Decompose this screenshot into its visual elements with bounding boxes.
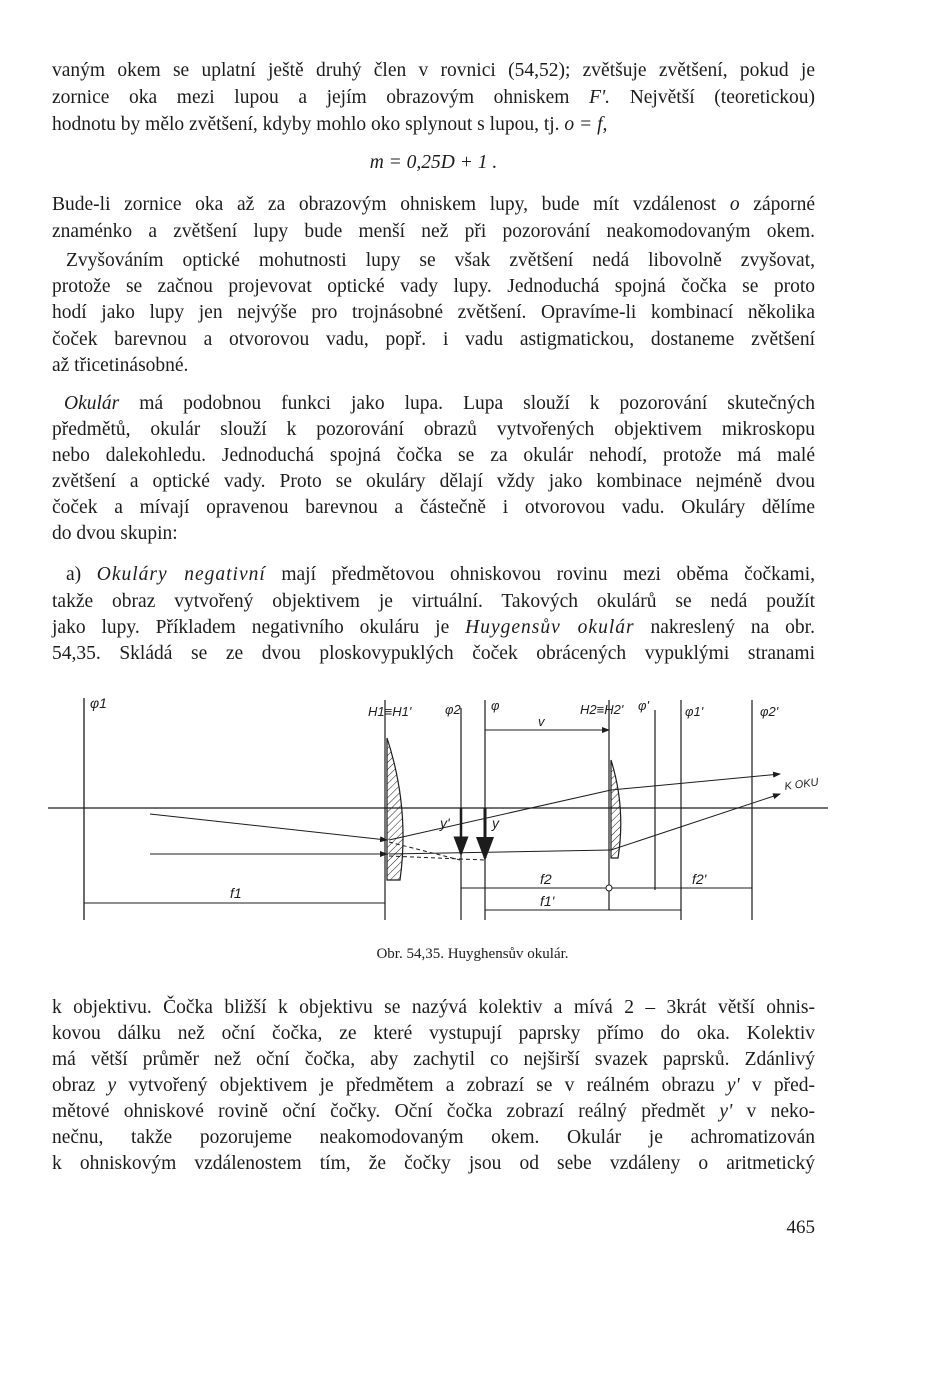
label-y: y [492,815,499,831]
text-line: 54,35. Skládá se ze dvou ploskovypuklých čoček obrácených vypuklými stranami [52,643,815,664]
text-line: Zvyšováním optické mohutnosti lupy se však zvětšení nedá libovolně zvyšovat, [66,250,815,271]
ray-in-upper [150,814,387,840]
eye-lens [611,760,621,858]
text-line: předmětů, okulár slouží k pozorování obrazů vytvořených objektivem mikroskopu [52,419,815,440]
huygens-eyepiece-figure [0,690,945,935]
text-line: nebo dalekohledu. Jednoduchá spojná čočka se za okulár nehodí, protože má malé [52,445,815,466]
label-f1p: f1' [540,893,555,909]
label-k-oku: K OKU [783,776,820,793]
label-f1: f1 [230,885,242,901]
ray-out-lower [611,794,780,850]
ray-dashed-2 [389,856,485,860]
text-line: Bude-li zornice oka až za obrazovým ohniskem lupy, bude mít vzdálenost o záporné [52,194,816,215]
label-phi1: φ1 [90,695,107,711]
label-phi2: φ2 [445,702,461,717]
label-h2: H2≡H2' [580,702,624,717]
text-line: zornice oka mezi lupou a jejím obrazovým ohniskem F'. Největší (teoretickou) [52,87,815,108]
text-line: kovou dálku než oční čočka, ze které vystupují paprsky přímo do oka. Kolektiv [52,1023,815,1044]
ray-mid-lower [389,850,611,854]
text-line: znaménko a zvětšení lupy bude menší než při pozorování neakomodovaným okem. [52,221,815,242]
text-line: hodnotu by mělo zvětšení, kdyby mohlo oko splynout s lupou, tj. o = f, [52,114,608,135]
label-v: v [538,714,545,729]
focal-point-marker [606,885,612,891]
text-line: nečnu, takže pozorujeme neakomodovaným okem. Okulár je achromatizován [52,1127,815,1148]
text-line: k objektivu. Čočka bližší k objektivu se nazývá kolektiv a mívá 2 – 3krát větší ohnis- [52,997,815,1018]
text-line: čoček a mívají opravenou barevnou a částečně i otvorovou vadu. Okuláry dělíme [52,497,815,518]
figure-caption: Obr. 54,35. Huyghensův okulár. [376,946,569,962]
text-line: takže obraz vytvořený objektivem je virtuální. Takových okulárů se nedá použít [52,591,815,612]
ray-out-upper [611,774,780,790]
text-line: a) Okuláry negativní mají předmětovou ohniskovou rovinu mezi oběma čočkami, [66,564,816,585]
text-line: obraz y vytvořený objektivem je předmětem a zobrazí se v reálném obrazu y' v před- [52,1075,815,1096]
label-h1: H1≡H1' [368,704,412,719]
ray-mid-upper [389,790,611,840]
text-line: zvětšení a optické vady. Proto se okuláry dělají vždy jako kombinace nejméně dvou [52,471,815,492]
text-line: vaným okem se uplatní ještě druhý člen v rovnici (54,52); zvětšuje zvětšení, pokud je [52,60,815,81]
text-line: do dvou skupin: [52,523,178,544]
equation: m = 0,25D + 1 . [369,152,498,173]
text-line: jako lupy. Příkladem negativního okuláru je Huygensův okulár nakreslený na obr. [52,617,815,638]
label-phi1p: φ1' [685,704,704,719]
text-line: má větší průměr než oční čočka, aby zachytil co nejširší svazek paprsků. Zdánlivý [52,1049,815,1070]
text-line: Okulár má podobnou funkci jako lupa. Lupa slouží k pozorování skutečných [64,393,816,414]
text-line: hodí jako lupy jen nejvýše pro trojnásobné zvětšení. Opravíme-li kombinací několika [52,302,815,323]
label-phip: φ' [638,698,649,713]
text-line: mětové ohniskové rovině oční čočky. Oční čočka zobrazí reálný předmět y' v neko- [52,1101,815,1122]
text-line: k ohniskovým vzdálenostem tím, že čočky jsou od sebe vzdáleny o aritmetický [52,1153,815,1174]
label-f2: f2 [540,871,552,887]
label-f2p: f2' [692,871,707,887]
label-phi: φ [491,698,500,713]
text-line: protože se začnou projevovat optické vady lupy. Jednoduchá spojná čočka se proto [52,276,815,297]
label-phi2p: φ2' [760,704,779,719]
text-line: čoček barevnou a otvorovou vadu, popř. i vadu astigmatickou, dostaneme zvětšení [52,329,815,350]
label-y-prime: y' [440,815,450,831]
text-line: až třicetinásobné. [52,355,189,376]
field-lens [387,738,403,880]
page-number: 465 [786,1217,815,1238]
